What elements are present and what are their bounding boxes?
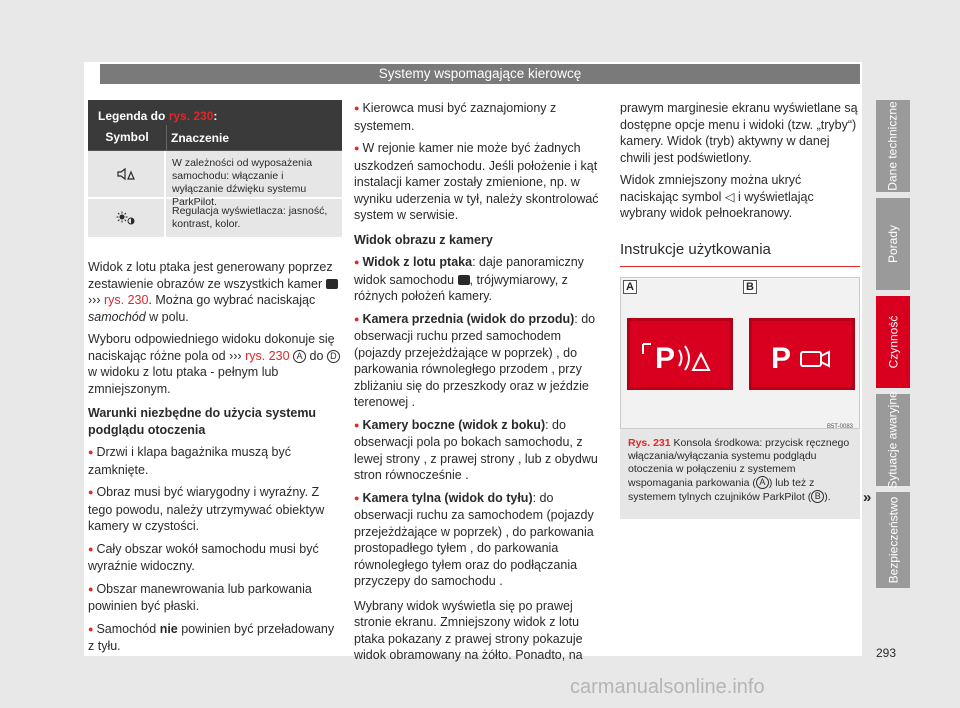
car-view-icon bbox=[458, 275, 470, 285]
list-item: ● Drzwi i klapa bagażnika muszą być zamknięte. bbox=[88, 444, 342, 478]
tab-sytuacje-awaryjne[interactable]: Sytuacje awaryjne bbox=[876, 394, 910, 486]
svg-text:P: P bbox=[771, 342, 792, 375]
legend-col-symbol: Symbol bbox=[105, 130, 149, 145]
park-camera-icon bbox=[757, 332, 847, 376]
legend-figure-link[interactable]: rys. 230 bbox=[168, 109, 214, 123]
list-item: ● Kamera przednia (widok do przodu): do obserwacji ruchu przed samochodem (pojazdy przejeżdżające w poprzek) , do parkowania równoległego przodem , przy zbliżaniu się do przeszkody oraz w jeździe terenowej . bbox=[354, 311, 606, 411]
figure-ref: Rys. 231 bbox=[628, 437, 671, 449]
figure-231 bbox=[620, 277, 860, 519]
figure-link[interactable]: rys. 230 bbox=[103, 293, 149, 307]
legend-col-meaning: Znaczenie bbox=[166, 125, 229, 151]
list-item: ● Kamera tylna (widok do tyłu): do obserwacji ruchu za samochodem (pojazdy przejeżdżające w poprzek) , do parkowania prostopadłego tyłem , do parkowania równoległego tyłem oraz do podłączania przyczepy do samochodu . bbox=[354, 490, 606, 590]
figure-image bbox=[620, 277, 860, 429]
list-item: ● Widok z lotu ptaka: daje panoramiczny widok samochodu , trójwymiarowy, z różnych położeń kamery. bbox=[354, 254, 606, 305]
continue-arrow: » bbox=[863, 489, 872, 506]
callout-a: A bbox=[293, 350, 306, 363]
svg-text:P: P bbox=[655, 342, 676, 375]
callout-a: A bbox=[756, 476, 769, 489]
car-view-icon bbox=[326, 279, 338, 289]
legend-row: W zależności od wyposażenia samochodu: włączanie i wyłączanie dźwięku systemu ParkPilot. bbox=[88, 151, 342, 199]
figure-label-b: B bbox=[743, 280, 757, 294]
watermark: carmanualsonline.info bbox=[570, 676, 765, 698]
brightness-icon bbox=[116, 211, 136, 225]
legend-row: Regulacja wyświetlacza: jasność, kontrast, kolor. bbox=[88, 199, 342, 239]
list-item: ● Kamery boczne (widok z boku): do obserwacji pola po bokach samochodu, z lewej strony , z prawej strony , lub z obydwu stron równocześnie . bbox=[354, 417, 606, 484]
legend-title: Legenda do rys. 230: bbox=[98, 109, 218, 123]
park-assist-button bbox=[627, 318, 733, 390]
list-item: ● Cały obszar wokół samochodu musi być wyraźnie widoczny. bbox=[88, 541, 342, 575]
column-2 bbox=[354, 100, 606, 670]
page-number: 293 bbox=[876, 646, 897, 660]
conditions-title: Warunki niezbędne do użycia systemu podglądu otoczenia bbox=[88, 406, 317, 437]
tab-porady[interactable]: Porady bbox=[876, 198, 910, 290]
parkpilot-button bbox=[749, 318, 855, 390]
section-title: Instrukcje użytkowania bbox=[620, 242, 860, 268]
park-camera-sound-icon bbox=[635, 332, 725, 376]
paragraph: Widok z lotu ptaka jest generowany poprzez zestawienie obrazów ze wszystkich kamer ››› rys. 230. Można go wybrać naciskając samochód w polu. bbox=[88, 259, 342, 325]
list-item: ● W rejonie kamer nie może być żadnych uszkodzeń samochodu. Jeśli położenie i kąt instalacji kamer zostały zmienione, np. w wyniku uderzenia w tył, należy skontrolować system w serwisie. bbox=[354, 140, 606, 224]
figure-label-a: A bbox=[623, 280, 637, 294]
page-header: Systemy wspomagające kierowcę bbox=[100, 64, 860, 84]
list-item: ● Obraz musi być wiarygodny i wyraźny. Z tego powodu, należy utrzymywać obiektyw kamery w czystości. bbox=[88, 484, 342, 535]
callout-d: D bbox=[327, 350, 340, 363]
paragraph: prawym marginesie ekranu wyświetlane są dostępne opcje menu i widoki (tzw. „tryby“) kamery. Widok (tryb) aktywny w danej chwili jest podświetlony. bbox=[620, 101, 858, 165]
park-sound-icon bbox=[116, 167, 136, 181]
figure-caption: Rys. 231 Konsola środkowa: przycisk ręcznego włączania/wyłączania systemu podglądu otoczenia w połączeniu z systemem wspomagania parkowania ( A ) lub też z systemem tylnych czujników ParkPilot ( B ). bbox=[628, 437, 850, 503]
paragraph: Widok zmniejszony można ukryć naciskając symbol ◁ i wyświetlając wybrany widok pełnoekranowy. bbox=[620, 173, 814, 220]
legend-table bbox=[88, 100, 342, 239]
tab-bezpieczenstwo[interactable]: Bezpieczeństwo bbox=[876, 492, 910, 588]
list-item: ● Samochód nie powinien być przeładowany z tyłu. bbox=[88, 621, 342, 655]
list-item: ● Kierowca musi być zaznajomiony z systemem. bbox=[354, 100, 606, 134]
tab-czynnosc[interactable]: Czynność bbox=[876, 296, 910, 388]
paragraph: Wybrany widok wyświetla się po prawej stronie ekranu. Zmniejszony widok z lotu ptaka pokazany z prawej strony pokazuje widok obramowany na żółto. Ponadto, na bbox=[354, 598, 583, 662]
callout-b: B bbox=[811, 490, 824, 503]
views-title: Widok obrazu z kamery bbox=[354, 232, 493, 247]
figure-code: B5T-0083 bbox=[826, 424, 853, 430]
column-3 bbox=[620, 100, 860, 519]
figure-link[interactable]: rys. 230 bbox=[245, 348, 290, 363]
list-item: ● Obszar manewrowania lub parkowania powinien być płaski. bbox=[88, 581, 342, 615]
paragraph: Wyboru odpowiedniego widoku dokonuje się naciskając różne pola od ››› rys. 230 A do D w widoku z lotu ptaka - pełnym lub zmniejszonym. bbox=[88, 331, 342, 397]
legend-header-row bbox=[88, 125, 342, 151]
tab-dane-techniczne[interactable]: Dane techniczne bbox=[876, 100, 910, 192]
column-1 bbox=[88, 100, 342, 661]
